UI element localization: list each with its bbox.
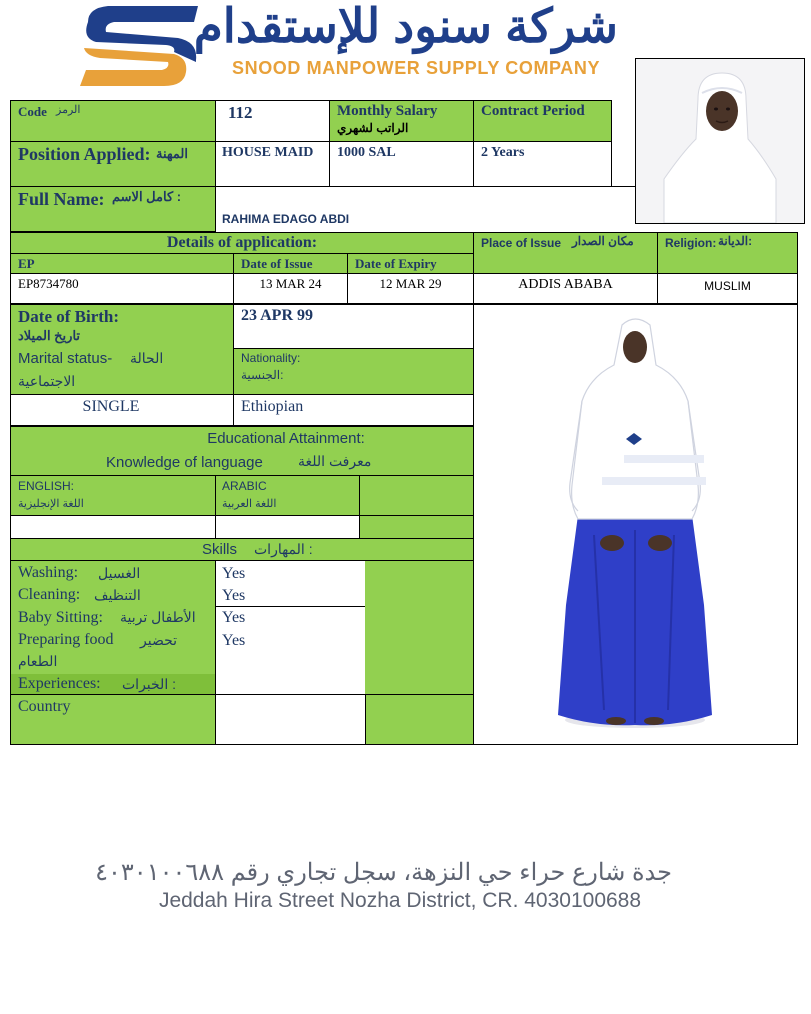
religion-value: MUSLIM [704,279,751,293]
salary-label: Monthly Salary [337,103,438,119]
cleaning-label-ar: التنظيف [94,587,141,603]
washing-value: Yes [222,565,246,582]
marital-label-ar1: الحالة [130,350,164,366]
experience-label: Experiences: [18,675,101,692]
ep-label-cell [10,253,234,274]
religion-label: Religion: [665,236,717,250]
dob-value: 23 APR 99 [241,307,313,324]
cooking-label-ar2: الطعام [18,653,58,669]
marital-label-ar2: الاجتماعية [18,373,76,389]
country-extra-cell [365,694,474,745]
company-name-english: SNOOD MANPOWER SUPPLY COMPANY [232,58,601,78]
issue-value: 13 MAR 24 [259,276,322,291]
baby-label: Baby Sitting: [18,609,103,626]
baby-label-ar: الأطفال تربية [120,609,196,625]
dob-label-ar: تاريخ الميلاد [18,328,81,343]
code-label-ar: الرمز [56,104,81,116]
expiry-label: Date of Expiry [355,256,437,271]
country-label: Country [18,698,71,715]
fullname-label: Full Name: [18,189,105,209]
washing-label: Washing: [18,564,79,581]
footer-address-english: Jeddah Hira Street Nozha District, CR. 4030100688 [158,889,642,912]
dob-label: Date of Birth: [18,307,120,326]
skills-extra-cell-2 [365,606,474,695]
cooking-label: Preparing food [18,631,114,648]
washing-label-ar: الغسيل [98,565,141,581]
position-label-ar: المهنة [156,146,188,161]
salary-value: 1000 SAL [337,145,396,160]
language-label-ar: معرفت اللغة [298,453,372,469]
ep-value: EP8734780 [18,276,79,291]
religion-label-ar: الديانة: [718,234,753,248]
place-label: Place of Issue [481,236,562,250]
arabic-label-ar: اللغة العربية [222,498,277,510]
fullname-value: RAHIMA EDAGO ABDI [222,212,350,226]
language-extra-value-cell [359,515,474,539]
baby-value: Yes [222,609,246,626]
marital-label: Marital status- [18,350,113,367]
code-label: Code [18,104,47,119]
portrait-photo [635,58,805,224]
cleaning-label: Cleaning: [18,586,81,603]
footer-address-arabic: جدة شارع حراء حي النزهة، سجل تجاري رقم ٤٠٣٠١٠٠٦٨٨ [95,859,672,886]
application-title: Details of application: [166,234,318,251]
english-value-cell [10,515,216,539]
skills-title-ar: المهارات : [254,541,313,557]
place-label-ar: مكان الصدار [572,234,634,248]
language-extra-cell [359,475,474,516]
education-title: Educational Attainment: [207,430,365,447]
english-label: ENGLISH: [18,479,75,493]
position-value: HOUSE MAID [222,145,314,160]
skills-title-cell [10,539,474,561]
issue-label: Date of Issue [241,256,313,271]
english-label-ar: اللغة الإنجليزية [18,498,84,510]
company-logo [78,2,202,90]
arabic-label: ARABIC [222,479,267,493]
cleaning-value: Yes [222,587,246,604]
skills-extra-cell-1 [365,561,474,607]
code-value: 112 [228,103,253,122]
place-value: ADDIS ABABA [518,277,613,292]
position-label: Position Applied: [18,144,151,164]
country-value-cell [215,694,366,745]
language-label: Knowledge of language [106,454,263,471]
nationality-label: Nationality: [241,351,301,365]
experience-label-ar: الخبرات : [122,676,176,692]
contract-value: 2 Years [481,145,525,160]
fullname-label-ar: كامل الاسم : [112,189,182,204]
expiry-value: 12 MAR 29 [379,276,442,291]
nationality-label-ar: الجنسية: [241,368,284,382]
cooking-label-ar1: تحضير [140,632,178,648]
company-name-arabic: شركة سنود للإستقدام [193,0,618,52]
cooking-value: Yes [222,632,246,649]
contract-label: Contract Period [481,103,585,119]
ep-label: EP [18,256,35,271]
salary-label-ar: الراتب لشهري [337,121,409,135]
skills-title: Skills [202,541,238,558]
nationality-value: Ethiopian [241,398,304,415]
full-body-photo [473,304,798,745]
arabic-value-cell [215,515,360,539]
marital-value: SINGLE [82,398,140,415]
